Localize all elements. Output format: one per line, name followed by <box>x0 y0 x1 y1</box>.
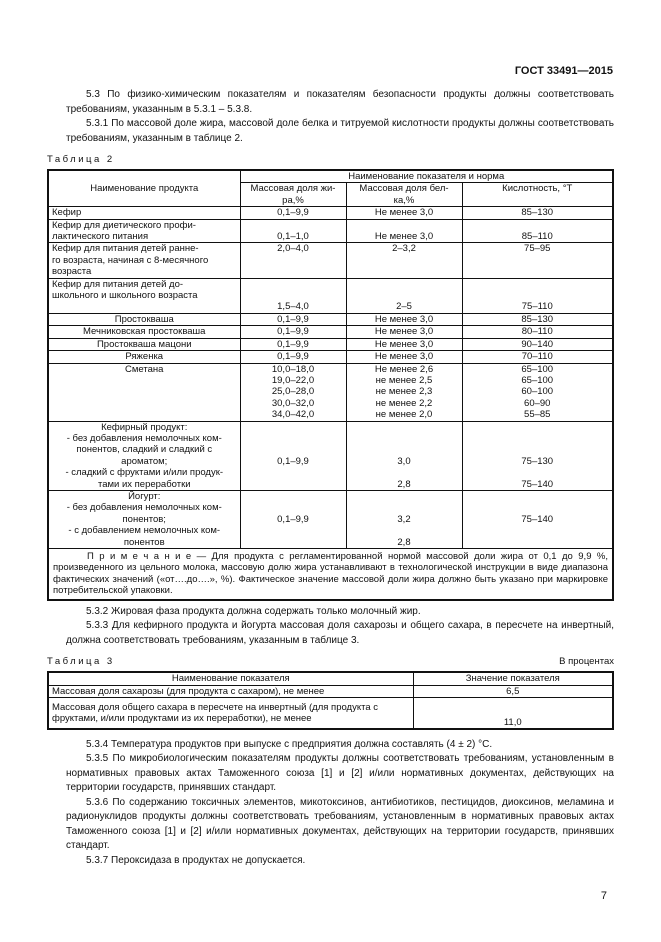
acidity-value: 85–130 <box>462 207 613 219</box>
table-row <box>48 490 613 548</box>
acidity-value: 65–100 65–100 60–100 60–90 55–85 <box>462 363 613 421</box>
table-note <box>48 549 613 600</box>
indicator-value: 11,0 <box>413 697 613 729</box>
acidity-value: 85–110 <box>462 219 613 243</box>
acidity-value: 90–140 <box>462 338 613 350</box>
header-value: Значение показателя <box>413 672 613 685</box>
protein-value: Не менее 3,0 <box>346 351 462 363</box>
paragraph-5-3-4: 5.3.4 Температура продуктов при выпуске с предприятия должна составлять (4 ± 2) °С. <box>86 738 493 750</box>
acidity-value: 75–110 <box>462 278 613 313</box>
table-row <box>48 363 613 421</box>
table-row <box>48 326 613 338</box>
header-fat: Массовая доля жи- ра,% <box>240 183 346 207</box>
indicator-name: Массовая доля общего сахара в пересчете на инвертный (для продукта с фруктами, и/или продуктами из их переработки), не менее <box>48 697 413 729</box>
fat-value: 1,5–4,0 <box>240 278 346 313</box>
header-acidity: Кислотность, °Т <box>462 183 613 207</box>
indicator-value: 6,5 <box>413 685 613 697</box>
product-name: Кефир для диетического профи- лактического питания <box>48 219 240 243</box>
acidity-value: 75–95 <box>462 243 613 278</box>
protein-value: Не менее 2,6 не менее 2,5 не менее 2,3 не менее 2,2 не менее 2,0 <box>346 363 462 421</box>
product-name: Простокваша <box>48 313 240 325</box>
table-3-units: В процентах <box>559 656 614 668</box>
acidity-value: 75–130 75–140 <box>462 421 613 490</box>
product-name: Кефирный продукт: - без добавления немолочных ком- понентов, сладкий и сладкий с ароматом; - сладкий с фруктами и/или продук- тами их переработки <box>48 421 240 490</box>
table-row <box>48 219 613 243</box>
acidity-value: 70–110 <box>462 351 613 363</box>
acidity-value: 80–110 <box>462 326 613 338</box>
header-protein: Массовая доля бел- ка,% <box>346 183 462 207</box>
fat-value: 0,1–9,9 <box>240 421 346 490</box>
fat-value: 0,1–9,9 <box>240 207 346 219</box>
table-2 <box>47 169 614 601</box>
product-name: Кефир <box>48 207 240 219</box>
protein-value: Не менее 3,0 <box>346 338 462 350</box>
table-row <box>48 421 613 490</box>
outro-text <box>66 738 614 869</box>
standard-number: ГОСТ 33491—2015 <box>514 65 613 77</box>
product-name: Ряженка <box>48 351 240 363</box>
fat-value: 2,0–4,0 <box>240 243 346 278</box>
table-row <box>48 278 613 313</box>
mid-text <box>66 605 614 649</box>
fat-value: 0,1–9,9 <box>240 338 346 350</box>
product-name: Йогурт: - без добавления немолочных ком- понентов; - с добавлением немолочных ком- понентов <box>48 490 240 548</box>
paragraph-5-3-5: 5.3.5 По микробиологическим показателям продукты должны соответствовать требованиям, установленным в нормативных правовых актах Таможенного союза [1] и [2] и/или нормативных документах, действующих на территории государств, принявших стандарт. <box>66 753 614 794</box>
fat-value: 0,1–9,9 <box>240 326 346 338</box>
page-number: 7 <box>600 890 607 903</box>
note-text: — Для продукта с регламентированной нормой массовой доли жира от 0,1 до 9,9 %, произведенного из цельного молока, массовую долю жира устанавливают в технологической инструкции в виде диапазона фактических значений («от….до….», %). Фактическое значение массовой доли жира должно быть указано при маркировке потребительской упаковки. <box>53 551 608 597</box>
product-name: Простокваша мацони <box>48 338 240 350</box>
fat-value: 0,1–9,9 <box>240 490 346 548</box>
note-label: П р и м е ч а н и е <box>87 551 192 562</box>
protein-value: 3,2 2,8 <box>346 490 462 548</box>
protein-value: Не менее 3,0 <box>346 207 462 219</box>
paragraph-5-3-3: 5.3.3 Для кефирного продукта и йогурта массовая доля сахарозы и общего сахара, в пересчете на инвертный, должна соответствовать требованиям, указанным в таблице 3. <box>66 620 614 646</box>
table-2-caption <box>47 154 614 166</box>
table-row <box>48 697 613 729</box>
header-product: Наименование продукта <box>48 170 240 207</box>
product-name: Кефир для питания детей до- школьного и школьного возраста <box>48 278 240 313</box>
protein-value: Не менее 3,0 <box>346 313 462 325</box>
acidity-value: 85–130 <box>462 313 613 325</box>
table-2-label: Таблица 2 <box>47 154 115 165</box>
fat-value: 0,1–9,9 <box>240 351 346 363</box>
protein-value: Не менее 3,0 <box>346 326 462 338</box>
table-row <box>48 685 613 697</box>
protein-value: Не менее 3,0 <box>346 219 462 243</box>
table-3-caption <box>47 656 614 668</box>
paragraph-5-3-7: 5.3.7 Пероксидаза в продуктах не допускается. <box>86 854 306 866</box>
header-indicator: Наименование показателя <box>48 672 413 685</box>
paragraph-5-3-2: 5.3.2 Жировая фаза продукта должна содержать только молочный жир. <box>86 605 421 617</box>
protein-value: 3,0 2,8 <box>346 421 462 490</box>
table-row <box>48 207 613 219</box>
intro-text <box>66 88 614 146</box>
table-row <box>48 243 613 278</box>
table-row <box>48 338 613 350</box>
table-row <box>48 313 613 325</box>
fat-value: 0,1–1,0 <box>240 219 346 243</box>
table-row <box>48 351 613 363</box>
protein-value: 2–3,2 <box>346 243 462 278</box>
product-name: Мечниковская простокваша <box>48 326 240 338</box>
paragraph-5-3-1: 5.3.1 По массовой доле жира, массовой доле белка и титруемой кислотности продукты должны соответствовать требованиям, указанным в таблице 2. <box>66 118 614 144</box>
product-name: Кефир для питания детей ранне- го возраста, начиная с 8-месячного возраста <box>48 243 240 278</box>
product-name: Сметана <box>48 363 240 421</box>
fat-value: 0,1–9,9 <box>240 313 346 325</box>
protein-value: 2–5 <box>346 278 462 313</box>
acidity-value: 75–140 <box>462 490 613 548</box>
table-3-label: Таблица 3 <box>47 656 115 668</box>
paragraph-5-3: 5.3 По физико-химическим показателям и показателям безопасности продукты должны соответствовать требованиям, указанным в 5.3.1 – 5.3.8. <box>66 89 614 115</box>
header-group: Наименование показателя и норма <box>240 170 613 183</box>
fat-value: 10,0–18,0 19,0–22,0 25,0–28,0 30,0–32,0 34,0–42,0 <box>240 363 346 421</box>
table-note-row <box>48 549 613 600</box>
paragraph-5-3-6: 5.3.6 По содержанию токсичных элементов, микотоксинов, антибиотиков, пестицидов, диоксинов, меламина и радионуклидов продукты должны соответствовать требованиям, установленным в нормативных правовых актах Таможенного союза [1] и [2] и/или нормативных документах, действующих на территории государств, принявших стандарт. <box>66 796 614 852</box>
table-3 <box>47 671 614 730</box>
indicator-name: Массовая доля сахарозы (для продукта с сахаром), не менее <box>48 685 413 697</box>
